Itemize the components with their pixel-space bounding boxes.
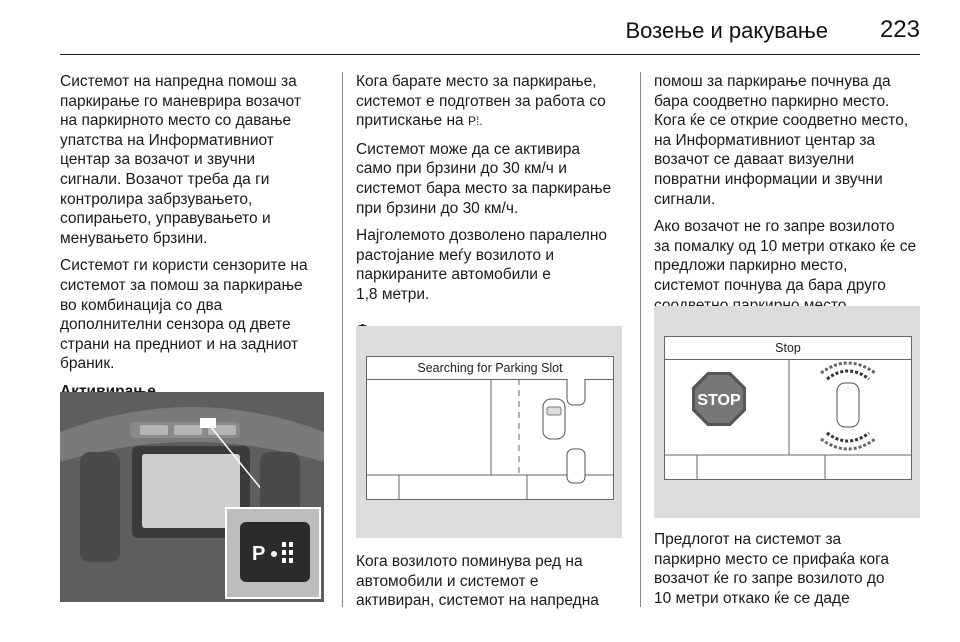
figure-title: Searching for Parking Slot [367,357,613,380]
paragraph: Предлогот на системот за паркирно место се прифаќа кога возачот ќе го запре возилото до 10 метри откако ќе се даде [654,531,889,607]
column-2 [356,72,624,348]
column-3 [654,72,930,323]
figure-stop [654,306,920,518]
page-title: Возење и ракување [625,18,828,43]
column-2-continued [356,552,624,619]
display-screen [366,356,614,500]
page-header [60,14,920,55]
paragraph: Најголемото дозволено паралелно растојание меѓу возилото и паркираните автомобили е 1,8 метри. [356,227,608,303]
parking-assist-icon: P⁞. [467,114,483,129]
stop-sign-text: STOP [697,392,741,409]
figure-title: Stop [665,337,911,360]
svg-text:P: P [252,543,266,565]
paragraph: Системот ги користи сензорите на системот за помош за паркирање во комбинација со два дополнителни сензора од двете страни на предниот и на задниот браник. [60,257,308,373]
paragraph: Системот на напредна помош за паркирање го маневрира возачот на паркирното место со давање упатства на Информативниот центар за возачот и звучни сигнали. Возачот треба да ги контролира забрзувањето, сопирањето, управувањето и менувањето брзини. [60,73,301,247]
figure-searching-parking-slot [356,326,622,538]
dashboard-photo [60,392,324,602]
paragraph: помош за паркирање почнува да бара соодветно паркирно место. Кога ќе се открие соодветно место, на Информативниот центар за возачот се даваат визуелни повратни информации и звучни сигнали. [654,73,909,208]
column-1 [60,72,328,410]
page-number: 223 [879,16,920,43]
column-divider [342,72,343,607]
stop-scene [665,359,911,479]
column-3-continued [654,530,930,616]
column-divider [640,72,641,607]
display-screen [664,336,912,480]
paragraph: Ако возачот не го запре возилото за помалку од 10 метри откако ќе се предложи паркирно место, системот почнува да бара друго [654,218,917,294]
paragraph-with-icon: Кога барате место за паркирање, системот е подготвен за работа со притискање на P⁞. [356,73,606,130]
paragraph: Системот може да се активира само при брзини до 30 км/ч и системот бара место за паркирање при брзини до 30 км/ч. [356,140,612,217]
paragraph: Кога возилото поминува ред на автомобили и системот е активиран, системот на напредна [356,553,599,610]
dashboard-illustration [60,392,324,602]
parking-scene [367,379,613,499]
